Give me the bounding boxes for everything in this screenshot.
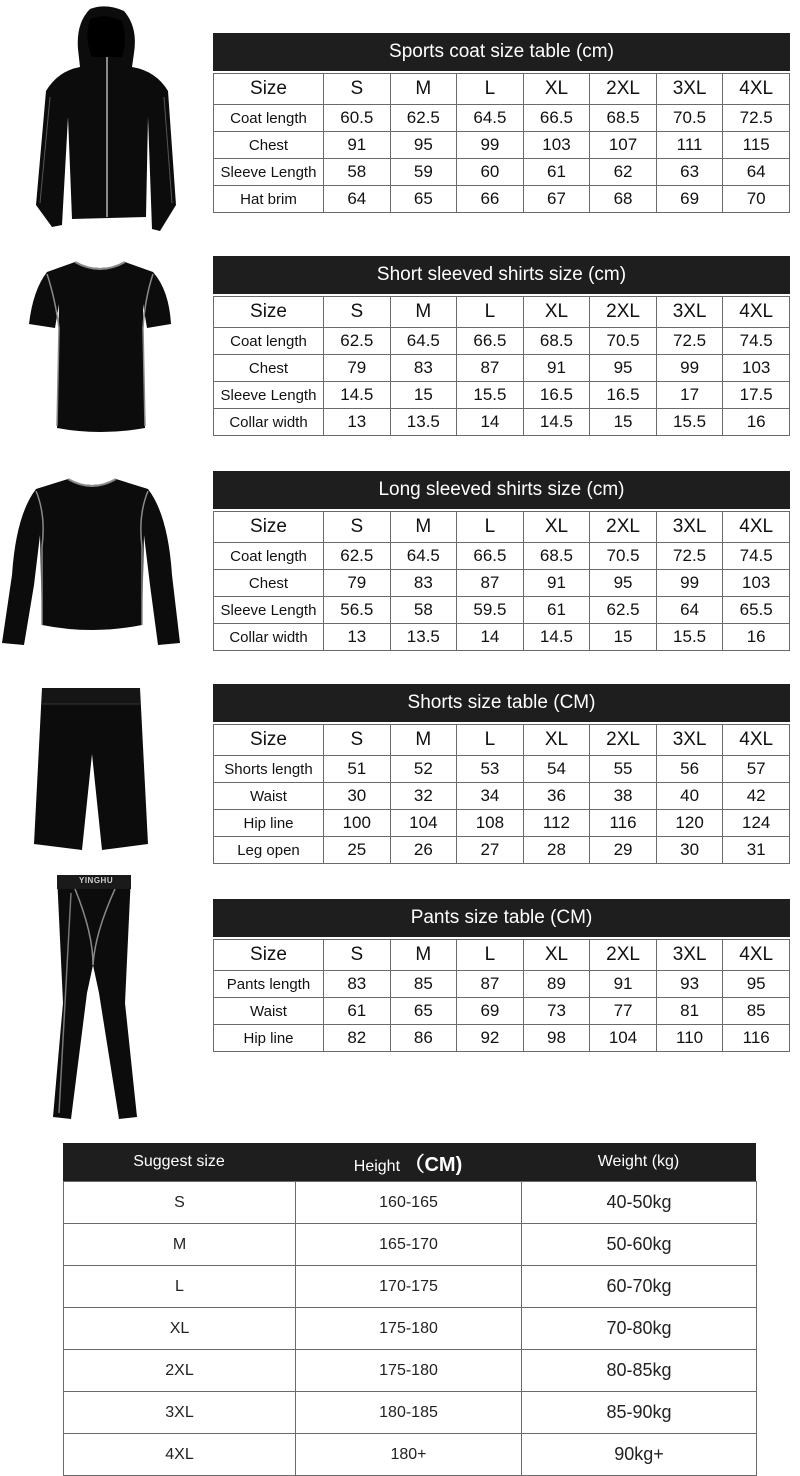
- value-cell: 103: [723, 355, 790, 382]
- size-header-cell: 3XL: [656, 940, 723, 971]
- value-cell: 91: [324, 132, 391, 159]
- value-cell: 14.5: [523, 624, 590, 651]
- suggest-size-header: Suggest size: [133, 1153, 225, 1170]
- row-label: Hat brim: [214, 186, 324, 213]
- weight-cell: 70-80kg: [522, 1308, 757, 1350]
- height-header-unit: （CM): [404, 1153, 463, 1176]
- value-cell: 95: [590, 570, 657, 597]
- size-header-cell: S: [324, 940, 391, 971]
- row-label: Pants length: [214, 971, 324, 998]
- row-label: Waist: [214, 998, 324, 1025]
- value-cell: 103: [523, 132, 590, 159]
- value-cell: 73: [523, 998, 590, 1025]
- table-row: [214, 810, 790, 837]
- size-header-cell: XL: [523, 940, 590, 971]
- value-cell: 64.5: [457, 105, 524, 132]
- value-cell: 14.5: [324, 382, 391, 409]
- weight-header: Weight (kg): [597, 1153, 680, 1170]
- value-cell: 59: [390, 159, 457, 186]
- table-row: [214, 570, 790, 597]
- value-cell: 112: [523, 810, 590, 837]
- table-row: [214, 624, 790, 651]
- value-cell: 32: [390, 783, 457, 810]
- value-cell: 61: [523, 159, 590, 186]
- size-header-cell: L: [457, 512, 524, 543]
- value-cell: 65: [390, 186, 457, 213]
- size-header-cell: 3XL: [656, 74, 723, 105]
- value-cell: 54: [523, 756, 590, 783]
- value-cell: 15.5: [457, 382, 524, 409]
- size-header-cell: 4XL: [723, 297, 790, 328]
- table-row: [214, 998, 790, 1025]
- value-cell: 86: [390, 1025, 457, 1052]
- size-header-cell: S: [324, 725, 391, 756]
- value-cell: 83: [390, 355, 457, 382]
- row-label: Waist: [214, 783, 324, 810]
- value-cell: 16: [723, 624, 790, 651]
- value-cell: 59.5: [457, 597, 524, 624]
- row-label: Collar width: [214, 409, 324, 436]
- value-cell: 89: [523, 971, 590, 998]
- value-cell: 83: [324, 971, 391, 998]
- value-cell: 66: [457, 186, 524, 213]
- leggings-image: [45, 873, 145, 1123]
- long-sleeve-size-table: [213, 471, 790, 651]
- waistband-text: YINGHU: [79, 876, 114, 885]
- row-label: Coat length: [214, 328, 324, 355]
- value-cell: 99: [656, 355, 723, 382]
- size-header-cell: XL: [523, 297, 590, 328]
- value-cell: 13.5: [390, 409, 457, 436]
- row-label: Hip line: [214, 810, 324, 837]
- suggest-header: [63, 1143, 756, 1181]
- size-label: Size: [214, 297, 324, 328]
- value-cell: 79: [324, 355, 391, 382]
- row-label: Coat length: [214, 543, 324, 570]
- suggest-size-table: [63, 1143, 756, 1476]
- value-cell: 68.5: [590, 105, 657, 132]
- value-cell: 107: [590, 132, 657, 159]
- value-cell: 92: [457, 1025, 524, 1052]
- value-cell: 64: [656, 597, 723, 624]
- table-title: Shorts size table (CM): [213, 684, 790, 722]
- row-label: Chest: [214, 132, 324, 159]
- value-cell: 100: [324, 810, 391, 837]
- table-title: Short sleeved shirts size (cm): [213, 256, 790, 294]
- table-row: [214, 1025, 790, 1052]
- value-cell: 81: [656, 998, 723, 1025]
- value-cell: 64.5: [390, 328, 457, 355]
- shorts-image: [32, 684, 152, 862]
- size-header-cell: 3XL: [656, 297, 723, 328]
- row-label: Coat length: [214, 105, 324, 132]
- value-cell: 85: [723, 998, 790, 1025]
- row-label: Chest: [214, 355, 324, 382]
- suggest-row: [64, 1182, 757, 1224]
- suggest-row: [64, 1350, 757, 1392]
- value-cell: 55: [590, 756, 657, 783]
- value-cell: 17: [656, 382, 723, 409]
- size-header-row: [214, 725, 790, 756]
- size-header-cell: XL: [523, 512, 590, 543]
- value-cell: 65: [390, 998, 457, 1025]
- value-cell: 87: [457, 355, 524, 382]
- value-cell: 25: [324, 837, 391, 864]
- size-header-cell: M: [390, 74, 457, 105]
- shorts-size-table: [213, 684, 790, 864]
- weight-cell: 50-60kg: [522, 1224, 757, 1266]
- table-row: [214, 971, 790, 998]
- size-header-cell: L: [457, 297, 524, 328]
- value-cell: 31: [723, 837, 790, 864]
- value-cell: 30: [656, 837, 723, 864]
- value-cell: 98: [523, 1025, 590, 1052]
- value-cell: 53: [457, 756, 524, 783]
- size-header-cell: M: [390, 725, 457, 756]
- pants-size-table: [213, 899, 790, 1052]
- height-cell: 180-185: [296, 1392, 522, 1434]
- row-label: Sleeve Length: [214, 159, 324, 186]
- value-cell: 52: [390, 756, 457, 783]
- height-cell: 165-170: [296, 1224, 522, 1266]
- value-cell: 99: [656, 570, 723, 597]
- value-cell: 70: [723, 186, 790, 213]
- value-cell: 62: [590, 159, 657, 186]
- value-cell: 36: [523, 783, 590, 810]
- weight-cell: 60-70kg: [522, 1266, 757, 1308]
- row-label: Shorts length: [214, 756, 324, 783]
- value-cell: 14: [457, 409, 524, 436]
- value-cell: 61: [523, 597, 590, 624]
- value-cell: 57: [723, 756, 790, 783]
- value-cell: 95: [390, 132, 457, 159]
- value-cell: 14: [457, 624, 524, 651]
- value-cell: 116: [590, 810, 657, 837]
- value-cell: 104: [390, 810, 457, 837]
- value-cell: 83: [390, 570, 457, 597]
- suggest-size-cell: 2XL: [64, 1350, 296, 1392]
- size-header-row: [214, 297, 790, 328]
- value-cell: 16.5: [590, 382, 657, 409]
- height-cell: 175-180: [296, 1350, 522, 1392]
- value-cell: 13: [324, 409, 391, 436]
- size-header-row: [214, 512, 790, 543]
- table-row: [214, 382, 790, 409]
- value-cell: 68.5: [523, 543, 590, 570]
- height-cell: 170-175: [296, 1266, 522, 1308]
- value-cell: 120: [656, 810, 723, 837]
- table-row: [214, 186, 790, 213]
- short-sleeve-size-table: [213, 256, 790, 436]
- size-header-cell: XL: [523, 725, 590, 756]
- value-cell: 66.5: [457, 328, 524, 355]
- value-cell: 29: [590, 837, 657, 864]
- size-header-cell: S: [324, 297, 391, 328]
- value-cell: 15.5: [656, 409, 723, 436]
- value-cell: 13: [324, 624, 391, 651]
- value-cell: 91: [523, 570, 590, 597]
- value-cell: 65.5: [723, 597, 790, 624]
- value-cell: 95: [590, 355, 657, 382]
- table-title: Long sleeved shirts size (cm): [213, 471, 790, 509]
- value-cell: 79: [324, 570, 391, 597]
- value-cell: 30: [324, 783, 391, 810]
- size-header-cell: L: [457, 74, 524, 105]
- size-header-cell: L: [457, 940, 524, 971]
- suggest-size-cell: S: [64, 1182, 296, 1224]
- suggest-size-cell: L: [64, 1266, 296, 1308]
- size-header-cell: M: [390, 940, 457, 971]
- suggest-size-cell: 3XL: [64, 1392, 296, 1434]
- value-cell: 72.5: [723, 105, 790, 132]
- value-cell: 91: [590, 971, 657, 998]
- size-header-cell: M: [390, 297, 457, 328]
- table-row: [214, 355, 790, 382]
- value-cell: 15: [590, 409, 657, 436]
- value-cell: 64: [723, 159, 790, 186]
- value-cell: 66.5: [523, 105, 590, 132]
- table-title: Pants size table (CM): [213, 899, 790, 937]
- table-row: [214, 328, 790, 355]
- size-label: Size: [214, 725, 324, 756]
- suggest-row: [64, 1308, 757, 1350]
- table-row: [214, 409, 790, 436]
- value-cell: 99: [457, 132, 524, 159]
- height-cell: 160-165: [296, 1182, 522, 1224]
- height-header-label: Height: [353, 1157, 401, 1175]
- size-header-cell: 2XL: [590, 725, 657, 756]
- size-header-cell: S: [324, 74, 391, 105]
- value-cell: 85: [390, 971, 457, 998]
- value-cell: 74.5: [723, 543, 790, 570]
- value-cell: 28: [523, 837, 590, 864]
- value-cell: 64.5: [390, 543, 457, 570]
- value-cell: 67: [523, 186, 590, 213]
- value-cell: 110: [656, 1025, 723, 1052]
- row-label: Sleeve Length: [214, 382, 324, 409]
- value-cell: 62.5: [324, 328, 391, 355]
- value-cell: 111: [656, 132, 723, 159]
- table-row: [214, 105, 790, 132]
- size-header-row: [214, 74, 790, 105]
- value-cell: 16.5: [523, 382, 590, 409]
- size-header-cell: S: [324, 512, 391, 543]
- value-cell: 72.5: [656, 543, 723, 570]
- value-cell: 60.5: [324, 105, 391, 132]
- value-cell: 68.5: [523, 328, 590, 355]
- value-cell: 115: [723, 132, 790, 159]
- size-header-cell: XL: [523, 74, 590, 105]
- value-cell: 70.5: [656, 105, 723, 132]
- size-header-cell: 2XL: [590, 297, 657, 328]
- value-cell: 42: [723, 783, 790, 810]
- value-cell: 91: [523, 355, 590, 382]
- value-cell: 62.5: [324, 543, 391, 570]
- value-cell: 62.5: [390, 105, 457, 132]
- size-header-cell: 4XL: [723, 74, 790, 105]
- value-cell: 15: [590, 624, 657, 651]
- size-header-cell: 4XL: [723, 725, 790, 756]
- table-row: [214, 837, 790, 864]
- value-cell: 108: [457, 810, 524, 837]
- row-label: Chest: [214, 570, 324, 597]
- value-cell: 16: [723, 409, 790, 436]
- size-header-cell: 2XL: [590, 74, 657, 105]
- suggest-row: [64, 1224, 757, 1266]
- suggest-size-cell: XL: [64, 1308, 296, 1350]
- value-cell: 62.5: [590, 597, 657, 624]
- size-header-cell: 3XL: [656, 725, 723, 756]
- table-row: [214, 783, 790, 810]
- table-title: Sports coat size table (cm): [213, 33, 790, 71]
- hooded-jacket-image: [28, 5, 183, 235]
- value-cell: 14.5: [523, 409, 590, 436]
- size-header-cell: 4XL: [723, 512, 790, 543]
- value-cell: 27: [457, 837, 524, 864]
- table-row: [214, 543, 790, 570]
- row-label: Hip line: [214, 1025, 324, 1052]
- value-cell: 68: [590, 186, 657, 213]
- height-cell: 180+: [296, 1434, 522, 1476]
- value-cell: 87: [457, 570, 524, 597]
- weight-cell: 90kg+: [522, 1434, 757, 1476]
- value-cell: 69: [656, 186, 723, 213]
- value-cell: 56.5: [324, 597, 391, 624]
- weight-cell: 40-50kg: [522, 1182, 757, 1224]
- size-label: Size: [214, 512, 324, 543]
- size-label: Size: [214, 74, 324, 105]
- value-cell: 74.5: [723, 328, 790, 355]
- value-cell: 103: [723, 570, 790, 597]
- suggest-row: [64, 1392, 757, 1434]
- row-label: Leg open: [214, 837, 324, 864]
- value-cell: 72.5: [656, 328, 723, 355]
- size-header-row: [214, 940, 790, 971]
- short-sleeve-shirt-image: [25, 258, 175, 433]
- value-cell: 64: [324, 186, 391, 213]
- size-header-cell: 2XL: [590, 512, 657, 543]
- value-cell: 104: [590, 1025, 657, 1052]
- size-label: Size: [214, 940, 324, 971]
- weight-cell: 80-85kg: [522, 1350, 757, 1392]
- value-cell: 38: [590, 783, 657, 810]
- value-cell: 13.5: [390, 624, 457, 651]
- size-header-cell: 3XL: [656, 512, 723, 543]
- value-cell: 70.5: [590, 328, 657, 355]
- long-sleeve-shirt-image: [2, 475, 182, 650]
- value-cell: 15.5: [656, 624, 723, 651]
- table-row: [214, 597, 790, 624]
- table-row: [214, 756, 790, 783]
- value-cell: 26: [390, 837, 457, 864]
- value-cell: 56: [656, 756, 723, 783]
- value-cell: 69: [457, 998, 524, 1025]
- suggest-row: [64, 1266, 757, 1308]
- value-cell: 116: [723, 1025, 790, 1052]
- size-header-cell: M: [390, 512, 457, 543]
- value-cell: 17.5: [723, 382, 790, 409]
- size-header-cell: L: [457, 725, 524, 756]
- size-header-cell: 4XL: [723, 940, 790, 971]
- value-cell: 82: [324, 1025, 391, 1052]
- value-cell: 66.5: [457, 543, 524, 570]
- table-row: [214, 132, 790, 159]
- value-cell: 61: [324, 998, 391, 1025]
- value-cell: 34: [457, 783, 524, 810]
- size-header-cell: 2XL: [590, 940, 657, 971]
- value-cell: 58: [390, 597, 457, 624]
- value-cell: 60: [457, 159, 524, 186]
- value-cell: 87: [457, 971, 524, 998]
- value-cell: 124: [723, 810, 790, 837]
- weight-cell: 85-90kg: [522, 1392, 757, 1434]
- value-cell: 70.5: [590, 543, 657, 570]
- table-row: [214, 159, 790, 186]
- suggest-row: [64, 1434, 757, 1476]
- value-cell: 93: [656, 971, 723, 998]
- value-cell: 58: [324, 159, 391, 186]
- value-cell: 15: [390, 382, 457, 409]
- height-cell: 175-180: [296, 1308, 522, 1350]
- sports-coat-size-table: [213, 33, 790, 213]
- value-cell: 40: [656, 783, 723, 810]
- row-label: Collar width: [214, 624, 324, 651]
- value-cell: 51: [324, 756, 391, 783]
- value-cell: 95: [723, 971, 790, 998]
- value-cell: 63: [656, 159, 723, 186]
- row-label: Sleeve Length: [214, 597, 324, 624]
- suggest-size-cell: M: [64, 1224, 296, 1266]
- height-header: [295, 1148, 521, 1177]
- suggest-size-cell: 4XL: [64, 1434, 296, 1476]
- value-cell: 77: [590, 998, 657, 1025]
